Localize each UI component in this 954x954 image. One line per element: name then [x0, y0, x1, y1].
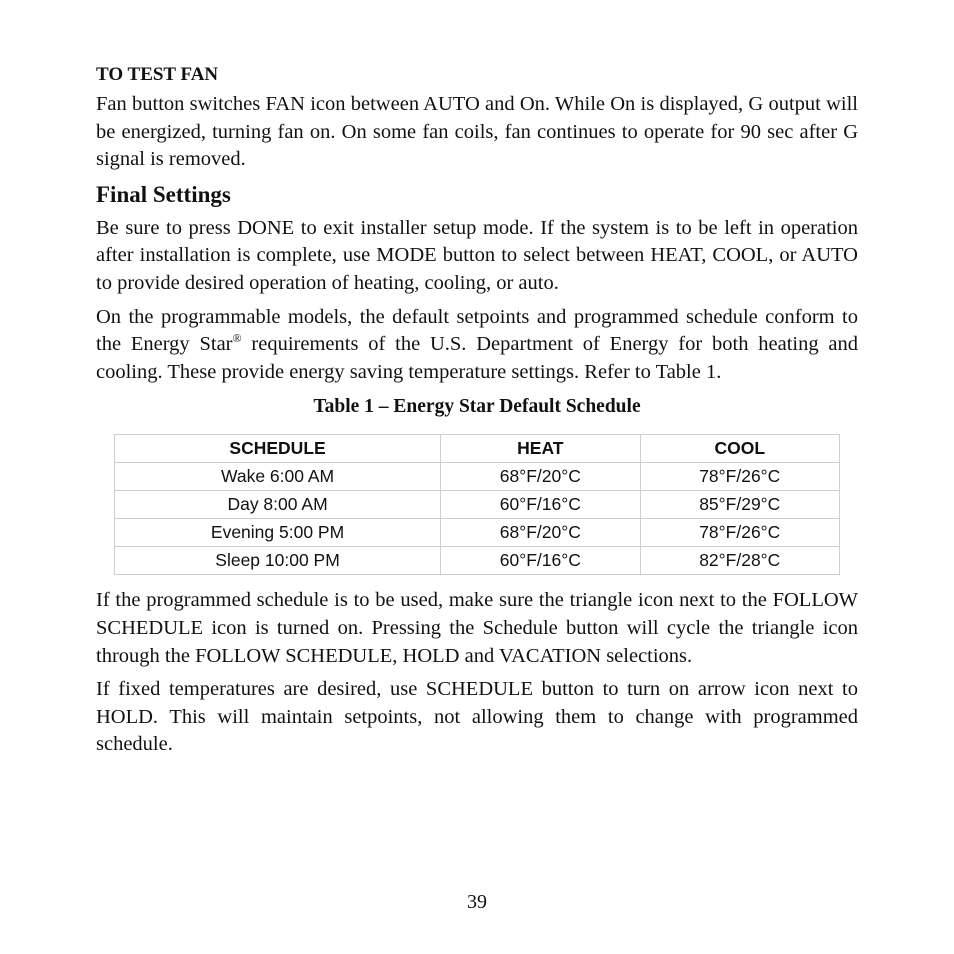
cell-cool: 82°F/28°C: [640, 547, 839, 575]
paragraph-energy-star: [96, 304, 858, 387]
table-row: [115, 491, 840, 519]
column-header-schedule: SCHEDULE: [115, 435, 441, 463]
paragraph-follow-schedule: If the programmed schedule is to be used, make sure the triangle icon next to the FOLLOW SCHEDULE icon is turned on. Pressing the Schedule button will cycle the triangle icon through the FOLLOW SCHEDULE, HOLD and VACATION selections.: [96, 589, 858, 667]
column-header-cool: COOL: [640, 435, 839, 463]
energy-star-text-2: requirements of the U.S. Department of Energy for both heating and cooling. These provide energy saving temperature settings. Refer to Table 1.: [96, 333, 858, 383]
cell-schedule: Day 8:00 AM: [115, 491, 441, 519]
table-row: [115, 519, 840, 547]
table-row: [115, 547, 840, 575]
registered-mark: ®: [232, 331, 242, 346]
paragraph-fixed-temperatures: If fixed temperatures are desired, use SCHEDULE button to turn on arrow icon next to HOLD. This will maintain setpoints, not allowing them to change with programmed schedule.: [96, 678, 858, 756]
paragraph-fan: Fan button switches FAN icon between AUTO and On. While On is displayed, G output will be energized, turning fan on. On some fan coils, fan continues to operate for 90 sec after G signal is removed.: [96, 93, 858, 171]
cell-heat: 60°F/16°C: [441, 547, 640, 575]
cell-cool: 85°F/29°C: [640, 491, 839, 519]
table-row: [115, 463, 840, 491]
energy-star-text-1: On the programmable models, the default setpoints and programmed schedule conform to the Energy Star: [96, 305, 858, 356]
column-header-heat: HEAT: [441, 435, 640, 463]
cell-heat: 68°F/20°C: [441, 519, 640, 547]
cell-cool: 78°F/26°C: [640, 519, 839, 547]
heading-final-settings: Final Settings: [96, 181, 231, 207]
cell-cool: 78°F/26°C: [640, 463, 839, 491]
table-header-row: [115, 435, 840, 463]
table-caption: Table 1 – Energy Star Default Schedule: [313, 396, 641, 418]
cell-heat: 60°F/16°C: [441, 491, 640, 519]
energy-star-schedule-table: [114, 434, 840, 575]
cell-schedule: Wake 6:00 AM: [115, 463, 441, 491]
page-number: 39: [467, 891, 487, 913]
document-page: [96, 62, 858, 765]
cell-schedule: Sleep 10:00 PM: [115, 547, 441, 575]
paragraph-final-settings: Be sure to press DONE to exit installer setup mode. If the system is to be left in operation after installation is complete, use MODE button to select between HEAT, COOL, or AUTO to provide desired operation of heating, cooling, or auto.: [96, 216, 858, 294]
cell-heat: 68°F/20°C: [441, 463, 640, 491]
heading-to-test-fan: TO TEST FAN: [96, 64, 219, 85]
cell-schedule: Evening 5:00 PM: [115, 519, 441, 547]
